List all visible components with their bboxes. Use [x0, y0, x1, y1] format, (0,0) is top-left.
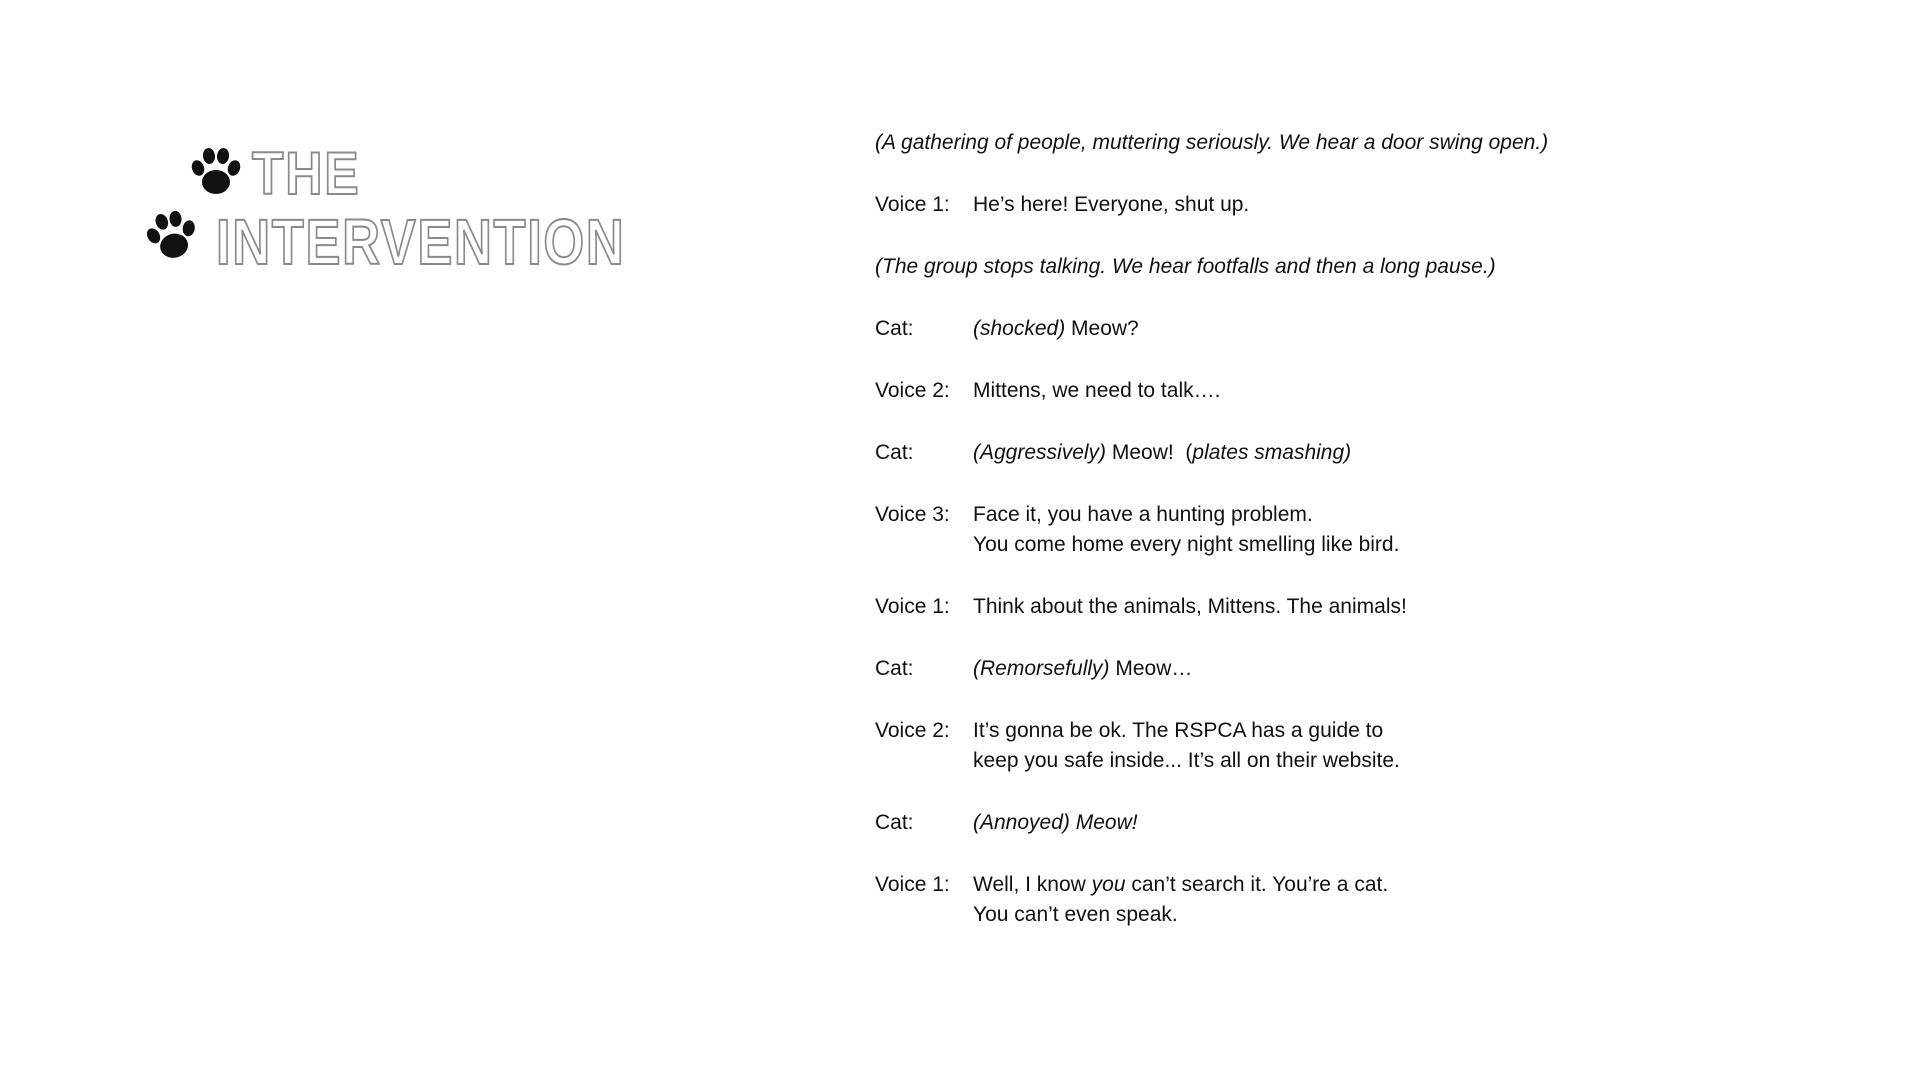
dialogue-text [973, 314, 1875, 344]
text-segment: Meow? [1065, 317, 1139, 340]
text-segment: keep you safe inside... It’s all on their website. [973, 749, 1400, 772]
speaker-label: Voice 2: [875, 719, 950, 742]
logo-word-the: THE [252, 140, 361, 207]
italic-segment: (Aggressively) [973, 441, 1107, 464]
dialogue-text [973, 870, 1875, 930]
text-segment: can’t search it. You’re a cat. [1125, 873, 1389, 896]
dialogue-text [973, 592, 1875, 622]
dialogue-text [973, 500, 1875, 560]
dialogue-text [973, 654, 1875, 684]
italic-segment: (Annoyed) Meow! [973, 811, 1138, 834]
dialogue-line [875, 808, 1875, 838]
paw-print-icon [140, 204, 204, 268]
text-segment: Face it, you have a hunting problem. [973, 503, 1313, 526]
paw-print-icon [184, 140, 248, 204]
script-text [875, 128, 1875, 962]
speaker-label: Voice 1: [875, 595, 950, 618]
dialogue-text [973, 808, 1875, 838]
title-logo [140, 136, 680, 286]
text-segment: He’s here! Everyone, shut up. [973, 193, 1250, 216]
text-segment: Well, I know [973, 873, 1092, 896]
speaker-label: Cat: [875, 441, 914, 464]
dialogue-text [973, 190, 1875, 220]
dialogue-line [875, 500, 1875, 560]
dialogue-line [875, 592, 1875, 622]
stage-direction: (A gathering of people, muttering seriously. We hear a door swing open.) [875, 131, 1549, 154]
speaker-label: Cat: [875, 811, 914, 834]
dialogue-text [973, 376, 1875, 406]
speaker-label: Voice 1: [875, 193, 950, 216]
dialogue-line [875, 716, 1875, 776]
speaker-label: Cat: [875, 317, 914, 340]
text-segment: You come home every night smelling like bird. [973, 533, 1400, 556]
logo-word-intervention: INTERVENTION [216, 206, 626, 278]
text-segment: Meow… [1109, 657, 1193, 680]
stage-direction: (The group stops talking. We hear footfalls and then a long pause.) [875, 255, 1496, 278]
dialogue-text [973, 716, 1875, 776]
text-segment: Meow! ( [1106, 441, 1193, 464]
dialogue-line [875, 870, 1875, 930]
dialogue-line [875, 314, 1875, 344]
speaker-label: Voice 2: [875, 379, 950, 402]
dialogue-text [973, 438, 1875, 468]
speaker-label: Voice 1: [875, 873, 950, 896]
dialogue-line [875, 376, 1875, 406]
dialogue-line [875, 438, 1875, 468]
speaker-label: Cat: [875, 657, 914, 680]
italic-segment: (Remorsefully) [973, 657, 1110, 680]
italic-segment: (shocked) [973, 317, 1066, 340]
italic-segment: you [1091, 873, 1126, 896]
text-segment: Mittens, we need to talk…. [973, 379, 1221, 402]
text-segment: It’s gonna be ok. The RSPCA has a guide to [973, 719, 1384, 742]
text-segment: You can’t even speak. [973, 903, 1178, 926]
speaker-label: Voice 3: [875, 503, 950, 526]
dialogue-line [875, 190, 1875, 220]
italic-segment: plates smashing) [1192, 441, 1352, 464]
text-segment: Think about the animals, Mittens. The animals! [973, 595, 1407, 618]
dialogue-line [875, 654, 1875, 684]
